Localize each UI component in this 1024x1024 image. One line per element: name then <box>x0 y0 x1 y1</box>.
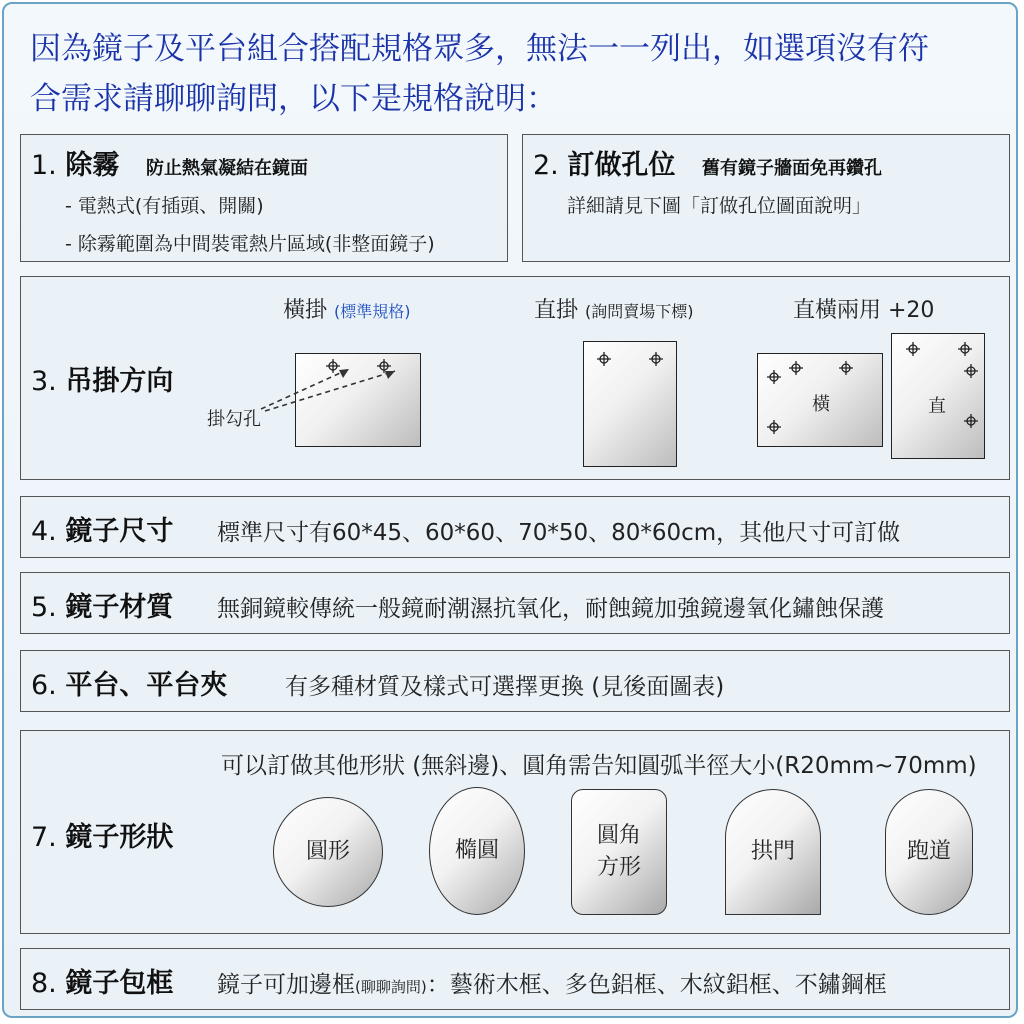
section-number: 6. <box>31 670 57 701</box>
section-number: 7. <box>31 822 57 853</box>
hanging-hole-icon <box>597 352 611 366</box>
section-frame-heading <box>31 961 173 1000</box>
frame-note-small: (聊聊詢問) <box>355 978 427 996</box>
hanging-hole-icon <box>964 364 978 378</box>
shape-label: 圓形 <box>305 839 350 864</box>
defog-line-2: - 除霧範圍為中間裝電熱片區域(非整面鏡子) <box>65 233 435 255</box>
section-mirror-size <box>20 496 1010 558</box>
section-defog-heading <box>31 143 308 182</box>
dual-mirror-vertical <box>891 333 985 459</box>
shape-oval <box>429 787 525 915</box>
section-hanging-direction <box>20 276 1010 480</box>
section-number: 2. <box>533 150 559 181</box>
holes-line: 詳細請見下圖「訂做孔位圖面說明」 <box>567 195 872 217</box>
section-number: 8. <box>31 968 57 999</box>
defog-line-1: - 電熱式(有插頭、開關) <box>65 195 264 217</box>
shape-racetrack <box>885 789 973 915</box>
section-mirror-frame <box>20 948 1010 1010</box>
frame-options: ：藝術木框、多色鋁框、木紋鋁框、不鏽鋼框 <box>426 972 887 998</box>
hanging-hole-icon <box>906 342 920 356</box>
section-title: 鏡子形狀 <box>65 822 174 853</box>
intro-line-2: 合需求請聊聊詢問，以下是規格說明： <box>30 81 557 117</box>
vertical-mirror <box>583 341 677 467</box>
intro-line-1: 因為鏡子及平台組合搭配規格眾多，無法一一列出，如選項沒有符 <box>30 31 929 67</box>
material-description: 無銅鏡較傳統一般鏡耐潮濕抗氧化，耐蝕鏡加強鏡邊氧化鏽蝕保護 <box>217 596 884 622</box>
shape-label: 拱門 <box>750 839 795 864</box>
section-number: 5. <box>31 592 57 623</box>
section-title: 鏡子包框 <box>65 968 174 999</box>
vertical-hanging-label <box>534 293 694 324</box>
mirror-horizontal-label: 橫 <box>812 394 830 415</box>
section-material-heading <box>31 585 173 624</box>
section-title: 平台、平台夾 <box>65 670 228 701</box>
section-mirror-shape <box>20 730 1010 934</box>
section-title: 鏡子尺寸 <box>65 516 174 547</box>
horizontal-note: (標準規格) <box>334 302 411 321</box>
shape-label-line-1: 圓角 <box>596 823 641 848</box>
section-subtitle: 防止熱氣凝結在鏡面 <box>145 158 308 179</box>
hanging-hole-icon <box>767 420 781 434</box>
hanging-hole-icon <box>649 352 663 366</box>
section-defog <box>20 134 508 262</box>
section-title: 吊掛方向 <box>65 366 174 397</box>
section-number: 3. <box>31 366 57 397</box>
hanging-hole-icon <box>964 414 978 428</box>
section-title: 除霧 <box>65 150 120 181</box>
frame-description <box>217 966 887 999</box>
horizontal-hanging-label <box>283 293 411 324</box>
platform-description: 有多種材質及樣式可選擇更換 (見後面圖表) <box>285 674 725 700</box>
vertical-label-text: 直掛 <box>534 298 579 323</box>
shape-label-line-2: 方形 <box>596 855 641 880</box>
vertical-note: (詢問賣場下標) <box>585 302 694 321</box>
hanging-hole-icon <box>839 361 853 375</box>
shape-circle <box>273 797 383 907</box>
hanging-hole-icon <box>958 342 972 356</box>
section-hanging-heading <box>31 359 173 398</box>
section-mirror-material <box>20 572 1010 634</box>
intro-text <box>30 24 1010 124</box>
section-holes-heading <box>533 143 882 182</box>
section-shape-heading <box>31 815 173 854</box>
shape-rounded-rectangle <box>571 789 667 915</box>
section-custom-holes <box>522 134 1010 262</box>
arrow-icon <box>257 357 397 417</box>
shape-description: 可以訂做其他形狀 (無斜邊)、圓角需告知圓弧半徑大小(R20mm~70mm) <box>221 753 977 779</box>
size-description: 標準尺寸有60*45、60*60、70*50、80*60cm，其他尺寸可訂做 <box>217 520 901 546</box>
shape-label: 橢圓 <box>454 838 499 863</box>
hook-hole-label: 掛勾孔 <box>207 409 261 430</box>
shape-label: 跑道 <box>906 839 951 864</box>
hanging-hole-icon <box>789 361 803 375</box>
section-number: 4. <box>31 516 57 547</box>
section-title: 鏡子材質 <box>65 592 174 623</box>
dual-hanging-label: 直橫兩用 +20 <box>793 298 935 323</box>
section-platform-heading <box>31 663 227 702</box>
section-subtitle: 舊有鏡子牆面免再鑽孔 <box>701 158 882 179</box>
dual-mirror-horizontal <box>757 353 883 447</box>
horizontal-label-text: 橫掛 <box>283 298 328 323</box>
mirror-vertical-label: 直 <box>928 396 946 417</box>
section-number: 1. <box>31 150 57 181</box>
section-size-heading <box>31 509 173 548</box>
shape-arch <box>725 789 821 915</box>
hanging-hole-icon <box>767 370 781 384</box>
section-title: 訂做孔位 <box>567 150 676 181</box>
spec-sheet <box>2 2 1018 1018</box>
frame-note: 鏡子可加邊框 <box>217 972 355 998</box>
section-platform <box>20 650 1010 712</box>
